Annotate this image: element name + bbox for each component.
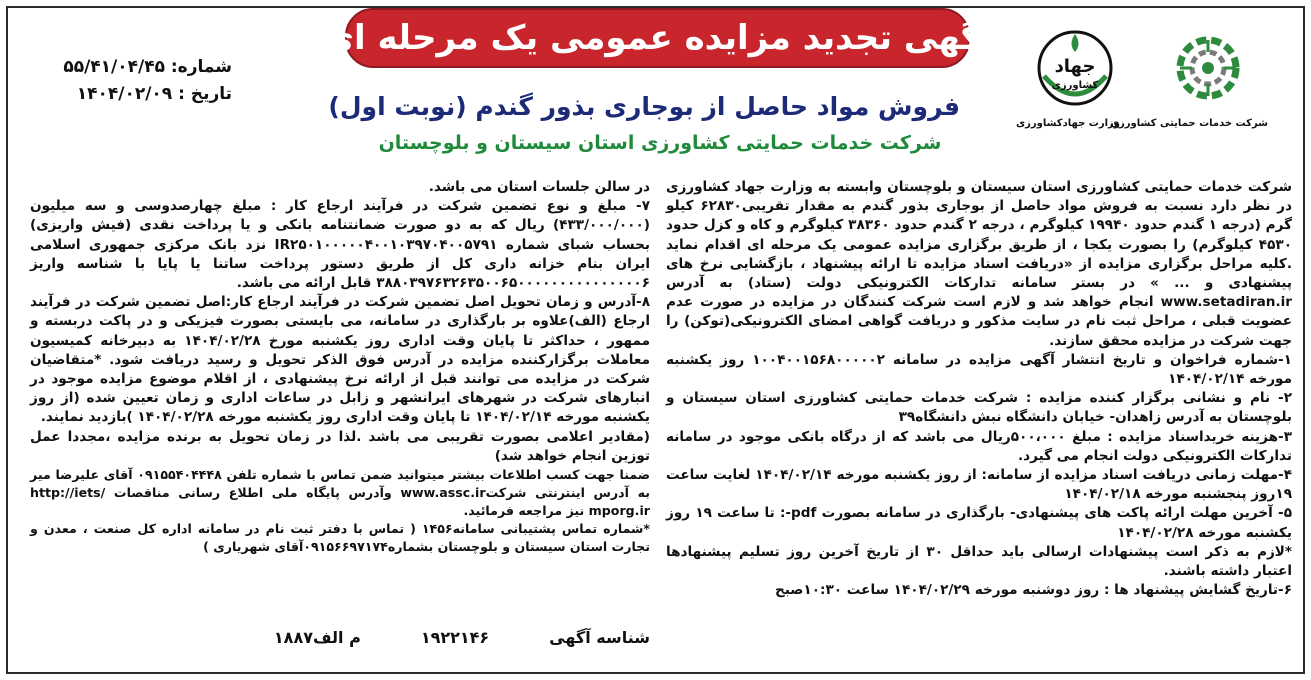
ad-id-value: ۱۹۲۲۱۴۶ <box>420 628 490 647</box>
service-company-emblem-icon <box>1148 26 1268 110</box>
service-company-caption: شرکت خدمات حمایتی کشاورزی <box>1109 118 1268 129</box>
item-6: ۶-تاریخ گشایش پیشنهاد ها : روز دوشنبه مورخه ۱۴۰۴/۰۲/۲۹ ساعت ۱۰:۳۰صبح <box>774 582 1292 599</box>
letter-date-label: تاریخ : <box>178 84 232 104</box>
item-8: ۸-آدرس و زمان تحویل اصل تضمین شرکت در فرآیند ارجاع کار:اصل تضمین شرکت در فرآیند ارجاع (الف)علاوه بر بارگذاری در سامانه، می بایستی بصورت فیزیکی و در پاکت دربسته و ممهور ، حداکثر تا پایان وقت اداری روز یکشنبه مورخ ۱۴۰۴/۰۲/۲۸ به دبیرخانه کمیسیون معاملات برگزارکننده مزایده در آدرس فوق الذکر تحویل و رسید دریافت شود. *متقاضیان شرکت در مزایده می توانند قبل از ارائه نرخ پیشنهادی ، از اقلام موضوع مزایده موجود در انبارهای شرکت در شهرهای ایرانشهر و زابل در ساعات اداری و زمان تعیین شده (از روز یکشنبه مورخه ۱۴۰۴/۰۲/۱۴ تا پایان وقت اداری روز یکشنبه مورخه ۱۴۰۴/۰۲/۲۸ )بازدید نمایند. <box>30 294 650 426</box>
jahad-ministry-logo <box>1015 26 1120 129</box>
company-name: شرکت خدمات حمایتی کشاورزی استان سیستان و بلوچستان <box>378 132 942 154</box>
item-5: ۵- آخرین مهلت ارائه پاکت های پیشنهادی- بارگذاری در سامانه بصورت pdf-: تا ساعت ۱۹ روز یکشنبه مورخه ۱۴۰۴/۰۲/۲۸ <box>666 505 1292 541</box>
ad-title: آگهی تجدید مزایده عمومی یک مرحله ای <box>322 18 993 58</box>
contact-info: ضمنا جهت کسب اطلاعات بیشتر میتوانید ضمن تماس با شماره تلفن ۰۹۱۵۵۴۰۴۴۴۸ آقای علیرضا میر به آدرس اینترنتی شرکتwww.assc.ir وآدرس پایگاه ملی اطلاع رسانی مناقصات /http://iets mporg.ir نیز مراجعه فرمائید. <box>30 467 650 519</box>
ad-id-label: شناسه آگهی <box>549 628 650 647</box>
right-column <box>666 178 1292 600</box>
letter-date <box>42 81 232 108</box>
letter-date-value: ۱۴۰۴/۰۲/۰۹ <box>76 84 173 104</box>
ad-subtitle: فروش مواد حاصل از بوجاری بذور گندم (نوبت اول) <box>328 92 960 121</box>
validity-note: *لازم به ذکر است پیشنهادات ارسالی باید حداقل ۳۰ از تاریخ آخرین روز تسلیم پیشنهادها اعتبار داشته باشند. <box>666 543 1292 580</box>
left-column <box>30 178 650 556</box>
item-2: ۲- نام و نشانی برگزار کننده مزایده : شرکت خدمات حمایتی کشاورزی استان سیستان و بلوچستان به آدرس زاهدان- خیابان دانشگاه نبش دانشگاه۳۹ <box>666 390 1292 426</box>
item-6-continued: در سالن جلسات استان می باشد. <box>428 179 650 195</box>
weight-note: (مقادیر اعلامی بصورت تقریبی می باشد .لذا در زمان تحویل به برنده مزایده ،مجددا عمل توزین انجام خواهد شد) <box>30 428 650 464</box>
jahad-caption: وزارت جهادکشاورزی <box>1015 118 1120 129</box>
item-1: ۱-شماره فراخوان و تاریخ انتشار آگهی مزایده در سامانه ۱۰۰۴۰۰۱۵۶۸۰۰۰۰۰۲ روز یکشنبه مورخه ۱۴۰۴/۰۲/۱۴ <box>666 351 1292 388</box>
jahad-emblem-icon <box>1030 26 1120 110</box>
support-info: *شماره تماس پشتیبانی سامانه۱۴۵۶ ( تماس با دفتر ثبت نام در سامانه اداره کل صنعت ، معدن و تجارت استان سیستان و بلوچستان بشماره۰۹۱۵۶۶۹۷۱۷۴آقای شهریاری ) <box>30 521 650 555</box>
letter-number-label: شماره: <box>170 57 232 77</box>
intro-paragraph: شرکت خدمات حمایتی کشاورزی استان سیستان و بلوچستان وابسته به وزارت جهاد کشاورزی در نظر دارد نسبت به فروش مواد حاصل از بوجاری بذور گندم به مقدار تقریبی۶۲۸۳۰ کیلو گرم (درجه ۱ گندم حدود ۱۹۹۴۰ کیلوگرم ، درجه ۲ گندم حدود ۳۸۳۶۰ کیلوگرم و کاه و کزل حدود ۴۵۳۰ کیلوگرم) را بصورت یکجا ، از طریق برگزاری مزایده عمومی یک مرحله ای اقدام نماید .کلیه مراحل برگزاری مزایده از «دریافت اسناد مزایده تا ارائه پیشنهاد ، بازگشایی نرخ های پیشنهادی و ... » در بستر سامانه تدارکات الکترونیکی دولت (ستاد) به آدرس www.setadiran.ir انجام خواهد شد و لازم است شرکت کنندگان در مزایده در صورت عدم عضویت قبلی ، مراحل ثبت نام در سایت مذکور و دریافت گواهی امضای الکترونیکی(توکن) را جهت شرکت در مزایده محقق سازند. <box>666 179 1292 349</box>
letter-number-value: ۵۵/۴۱/۰۴/۴۵ <box>63 57 165 77</box>
item-4: ۴-مهلت زمانی دریافت اسناد مزایده از سامانه: از روز یکشنبه مورخه ۱۴۰۴/۰۲/۱۴ لغایت ساعت ۱۹روز پنجشنبه مورخه ۱۴۰۴/۰۲/۱۸ <box>666 467 1292 503</box>
ad-footer <box>30 628 650 647</box>
jahad-text-bottom: کشاورزی <box>1051 80 1099 91</box>
ad-code: م الف۱۸۸۷ <box>273 628 361 647</box>
service-company-logo <box>1109 26 1268 129</box>
title-banner <box>322 8 993 68</box>
item-3: ۳-هزینه خریداسناد مزایده : مبلغ ۵۰۰،۰۰۰ریال می باشد که از درگاه بانکی موجود در سامانه تدارکات الکترونیکی دولت انجام می گیرد. <box>666 428 1292 464</box>
letter-meta <box>42 54 232 108</box>
letter-number <box>42 54 232 81</box>
jahad-text-top: جهاد <box>1054 56 1096 77</box>
item-7: ۷- مبلغ و نوع تضمین شرکت در فرآیند ارجاع کار : مبلغ چهارصدوسی و سه میلیون (۴۳۳/۰۰۰/۰۰۰) ریال که به دو صورت ضمانتنامه بانکی و یا پرداخت نقدی (فیش واریزی) بحساب شبای شماره IR۲۵۰۱۰۰۰۰۰۴۰۰۱۰۳۹۷۰۴۰۰۵۷۹۱ نزد بانک مرکزی جمهوری اسلامی ایران بنام خزانه داری کل از طریق دستور پرداخت ساتنا یا پایا با شناسه واریز ۳۸۸۰۳۹۷۶۳۲۶۳۵۰۰۶۵۰۰۰۰۰۰۰۰۰۰۰۰۰۰۰۶ قابل ارائه می باشد. <box>30 198 650 292</box>
